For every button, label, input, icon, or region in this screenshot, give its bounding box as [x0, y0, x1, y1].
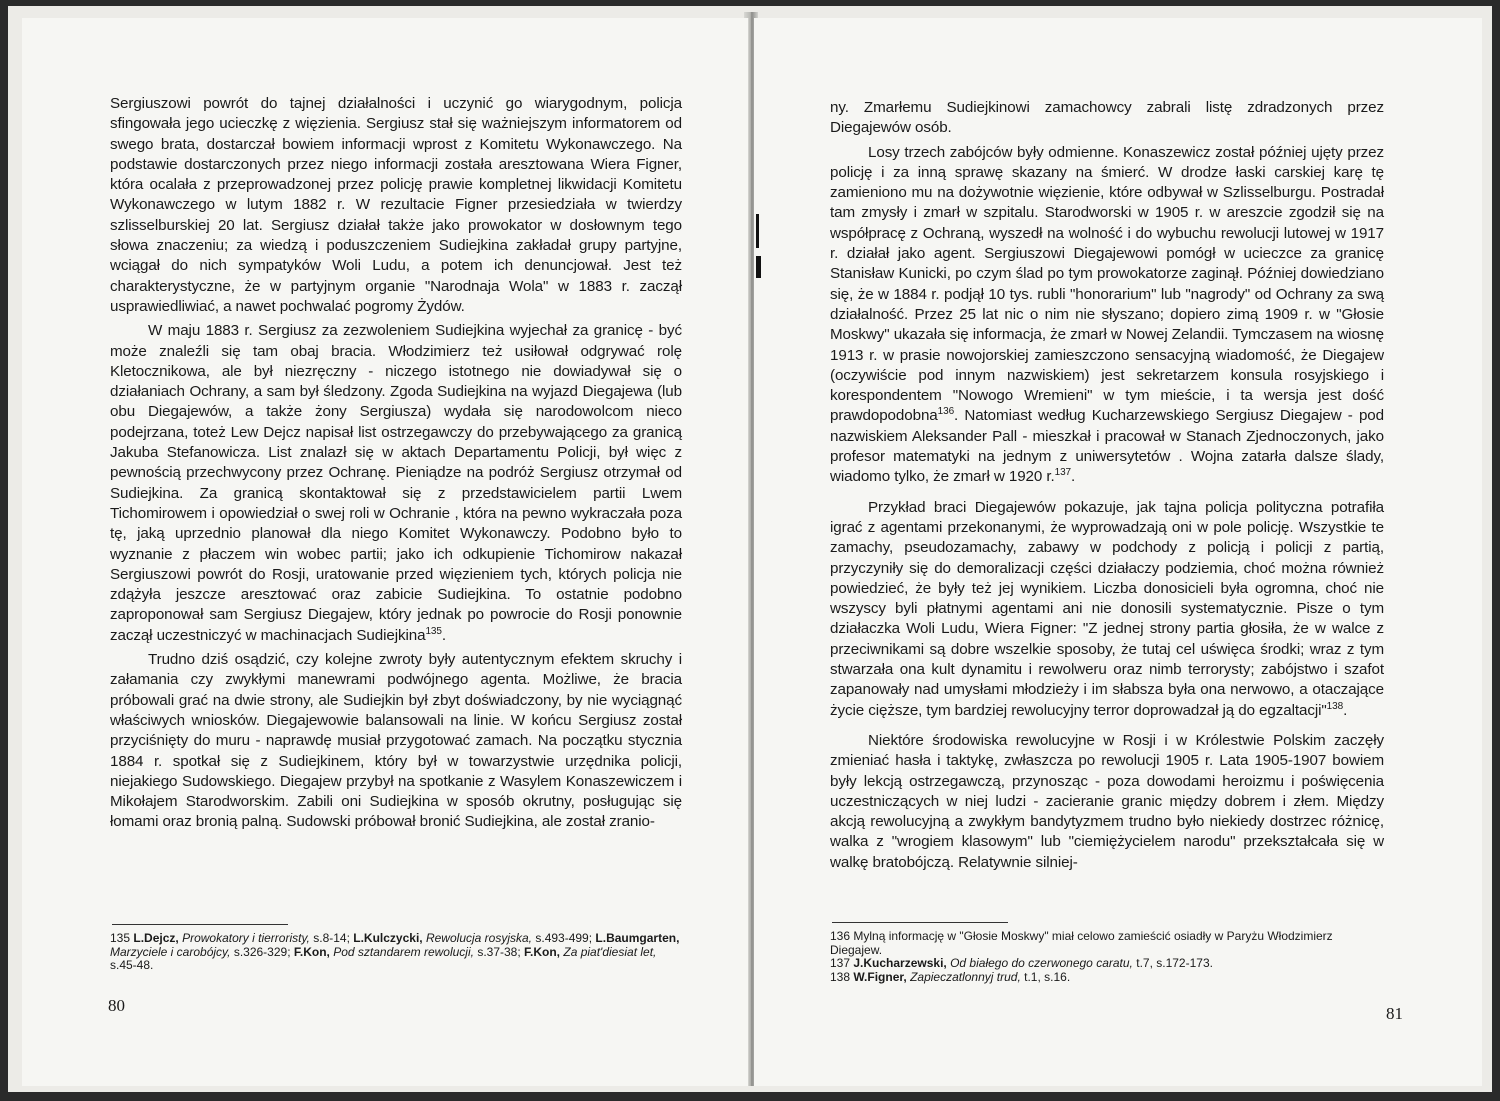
footnote-author: J.Kucharzewski, [853, 956, 947, 970]
right-footnotes [830, 930, 1384, 984]
right-paragraph-4: Niektóre środowiska rewolucyjne w Rosji i w Królestwie Polskim zaczęły zmieniać hasła i taktykę, zwłaszcza po rewolucji 1905 r. Lata 1905-1907 bowiem były lekcją ostrzegawczą, przynosząc - poza dowodami heroizmu i poświęcenia uczestniczących w niej ludzi - zacieranie granic między dobrem i złem. Między akcją rewolucyjną a zwykłym bandytyzmem trudno było niekiedy dostrzec różnicę, walka z "wrogiem klasowym" lub "ciemiężycielem narodu" przekształcała się w walkę bratobójczą. Relatywnie silniej- [830, 731, 1384, 871]
footnote-number: 137 [830, 956, 851, 970]
footnote-137 [830, 957, 1384, 971]
left-body-text [110, 94, 682, 833]
right-page-number: 81 [1386, 1004, 1403, 1023]
footnote-ref-136: 136 [937, 406, 955, 418]
footnote-title: Zapieczatlonnyj trud, [910, 969, 1021, 984]
footnote-author: L.Baumgarten, [595, 931, 680, 945]
footnote-author: L.Kulczycki, [353, 931, 423, 945]
footnote-ref-138: 138 [1326, 700, 1344, 712]
left-paragraph-1: Sergiuszowi powrót do tajnej działalności i uczynić go wiarygodnym, policja sfingowała jego ucieczkę z więzienia. Sergiusz stał się ważniejszym informatorem od swego brata, dostarczał bowiem informacji wprost z Komitetu Wykonawczego. Na podstawie dostarczonych przez niego informacji została aresztowana Wiera Figner, która ocalała z przeprowadzonej przez policję prawie kompletnej likwidacji Komitetu Wykonawczego w lutym 1882 r. W rezultacie Figner przesiedziała w twierdzy szlisselburskiej 20 lat. Sergiusz działał także jako prowokator w dosłownym tego słowa znaczeniu; za wiedzą i poduszczeniem Sudiejkina zakładał grupy partyjne, wciągał do nich sympatyków Woli Ludu, a potem ich denuncjował. Jest też charakterystyczne, że w partyjnym organie "Narodnaja Wola" w 1883 r. zaczął usprawiedliwiać, a nawet pochwalać pogromy Żydów. [110, 95, 682, 315]
footnote-136: 136 Mylną informację w "Głosie Moskwy" miał celowo zamieścić osiadły w Paryżu Włodzimierz Diegajew. [830, 929, 1333, 957]
footnote-135 [110, 932, 682, 973]
right-paragraph-3 [830, 498, 1384, 721]
footnote-title: Prowokatory i tierroristy, [182, 931, 310, 945]
left-footnote-rule [112, 924, 288, 925]
footnote-pages: s.8-14; [313, 931, 350, 945]
scan-mark [756, 214, 759, 248]
footnote-pages: s.45-48. [110, 958, 154, 972]
left-paragraph-2-text: W maju 1883 r. Sergiusz za zezwoleniem Sudiejkina wyjechał za granicę - być może znaleźli się tam obaj bracia. Włodzimierz też usiłował odgrywać rolę Kletocznikowa, ale był niezręczny - niczego istotnego nie dowiadywał się o działaniach Ochrany, a sam był śledzony. Zgoda Sudiejkina na wyjazd Diegajewa (lub obu Diegajewów, a także żony Sergiusza) wydała się narodowolcom nieco podejrzana, toteż Lew Dejcz napisał list ostrzegawczy do przebywającego za granicą Jakuba Stefanowicza. List znalazł się w aktach Departamentu Policji, był więc z pewnością przechwycony przez Ochranę. Pieniądze na podróż Sergiusz otrzymał od Sudiejkina. Za granicą skontaktował się z przedstawicielem partii Lwem Tichomirowem i opowiedział o swej roli w Ochranie , która na pewno wykraczała poza tę, jaką uprzednio planował dla niego Komitet Wykonawczy. Podobno było to wyznanie z płaczem win wobec partii; jako ich odkupienie Tichomirow nakazał Sergiuszowi powrót do Rosji, uratowanie przed więzieniem tych, których policja nie zdążyła jeszcze aresztować oraz zabicie Sudiejkina. To ostatnie podobno zaproponował sam Sergiusz Diegajew, który jednak po powrocie do Rosji ponownie zaczął uczestniczyć w machinacjach Sudiejkina [110, 322, 682, 644]
right-page [754, 18, 1482, 1086]
right-paragraph-3-text: Przykład braci Diegajewów pokazuje, jak tajna policja polityczna potrafiła igrać z agentami przekonanymi, że wyprowadzają oni w pole policję. Wszystkie te zamachy, pseudozamachy, zabawy w podchody z policją i policji z partią, przyczyniły się do demoralizacji części działaczy podziemia, choć można również powiedzieć, że były też jej wynikiem. Liczba donosicieli była ogromna, choć nie wszyscy byli płatnymi agentami ani nie donosili systematycznie. Pisze o tym działaczka Woli Ludu, Wiera Figner: "Z jednej strony partia głosiła, że w walce z przeciwnikami są dobre wszelkie sposoby, że tutaj cel uświęca środki; wraz z tym stwarzała ona kult dynamitu i rewolweru oraz nimb terrorysty; zabójstwo i szafot zapanowały nad umysłami młodzieży i im słabsza była ona nerwowo, a otaczające życie cięższe, tym bardziej rewolucyjny terror doprowadzał ją do egzaltacji" [830, 498, 1384, 719]
right-paragraph-2 [830, 143, 1384, 488]
left-paragraph-2 [110, 321, 682, 646]
footnote-author: F.Kon, [293, 944, 330, 959]
footnote-number: 138 [830, 969, 851, 984]
footnote-ref-137: 137 [1054, 467, 1071, 479]
footnote-pages: s.326-329; [233, 944, 291, 959]
right-paragraph-2-text: Losy trzech zabójców były odmienne. Konaszewicz został później ujęty przez policję i za inną sprawę skazany na śmierć. W drodze łaski carskiej karę tę zamieniono mu na dożywotnie więzienie, które odbywał w Szlisselburgu. Postradał tam zmysły i zmarł w szpitalu. Starodworski w 1905 r. w areszcie zgodził się na współpracę z Ochraną, wyszedł na wolność i do wybuchu rewolucji lutowej w 1917 r. działał jako agent. Sergiuszowi Diegajewowi pomógł w ucieczce za granicę Stanisław Kunicki, po czym ślad po tym prowokatorze zaginął. Później dowiedziano się, że w 1884 r. podjął 10 tys. rubli "honorarium" lub "nagrody" od Ochrany za swą działalność. Przez 25 lat nic o nim nie słyszano; dopiero zimą 1909 r. w "Głosie Moskwy" ukazała się informacja, że zmarł w Nowej Zelandii. Tymczasem na wiosnę 1913 r. w prasie nowojorskiej zamieszczono sensacyjną wiadomość, że Diegajew (oczywiście pod innym nazwiskiem) jest sekretarzem konsula rosyjskiego i korespondentem "Nowogo Wremieni" w tym mieście, i ta wersja jest dość prawdopodobna [830, 143, 1384, 425]
footnote-pages: t.7, s.172-173. [1136, 956, 1213, 970]
footnote-author: L.Dejcz, [133, 931, 179, 945]
right-footnote-rule [832, 922, 1008, 923]
left-page [22, 18, 749, 1086]
book-spread [8, 6, 1492, 1092]
footnote-pages: s.37-38; [477, 944, 521, 959]
footnote-author: F.Kon, [524, 944, 561, 959]
right-paragraph-2-tail: . [1071, 468, 1076, 486]
right-paragraph-3-tail: . [1343, 701, 1348, 719]
right-paragraph-1: ny. Zmarłemu Sudiejkinowi zamachowcy zabrali listę zdradzonych przez Diegajewów osób. [830, 99, 1384, 137]
footnote-pages: t.1, s.16. [1024, 969, 1071, 984]
footnote-title: Od białego do czerwonego caratu, [950, 956, 1133, 970]
footnote-number: 135 [110, 931, 131, 945]
footnote-138 [830, 971, 1384, 985]
scan-mark [756, 256, 761, 278]
footnote-title: Za piat'diesiat let, [563, 944, 657, 959]
left-footnotes [110, 932, 682, 973]
footnote-pages: s.493-499; [535, 931, 593, 945]
right-paragraph-2-text: . Natomiast według Kucharzewskiego Sergiusz Diegajew - pod nazwiskiem Aleksander Pall - mieszkał i pracował w Stanach Zjednoczonych, jako profesor matematyki na jednym z uniwersytetów . Wojna zatarła dalsze ślady, wiadomo tylko, że zmarł w 1920 r. [830, 407, 1384, 486]
footnote-title: Marzyciele i carobójcy, [110, 944, 231, 959]
footnote-title: Rewolucja rosyjska, [425, 931, 533, 945]
footnote-title: Pod sztandarem rewolucji, [333, 944, 474, 959]
footnote-author: W.Figner, [853, 969, 907, 984]
right-body-text [830, 98, 1384, 873]
left-page-number: 80 [108, 996, 125, 1015]
left-paragraph-2-tail: . [441, 626, 446, 644]
left-paragraph-3: Trudno dziś osądzić, czy kolejne zwroty były autentycznym efektem skruchy i załamania czy zwykłymi manewrami podwójnego agenta. Możliwe, że bracia próbowali grać na dwie strony, ale Sudiejkin był zbyt doświadczony, by nie wyciągnąć właściwych wniosków. Diegajewowie balansowali na linie. W końcu Sergiusz został przyciśnięty do muru - naprawdę musiał przygotować zamach. Na początku stycznia 1884 r. spotkał się z Sudiejkinem, który był w towarzystwie urzędnika policji, niejakiego Sudowskiego. Diegajew przybył na spotkanie z Wasylem Konaszewiczem i Mikołajem Starodworskim. Zabili oni Sudiejkina w sposób okrutny, posługując się łomami oraz bronią palną. Sudowski próbował bronić Sudiejkina, ale został zranio- [110, 651, 682, 831]
footnote-ref-135: 135 [425, 625, 442, 637]
